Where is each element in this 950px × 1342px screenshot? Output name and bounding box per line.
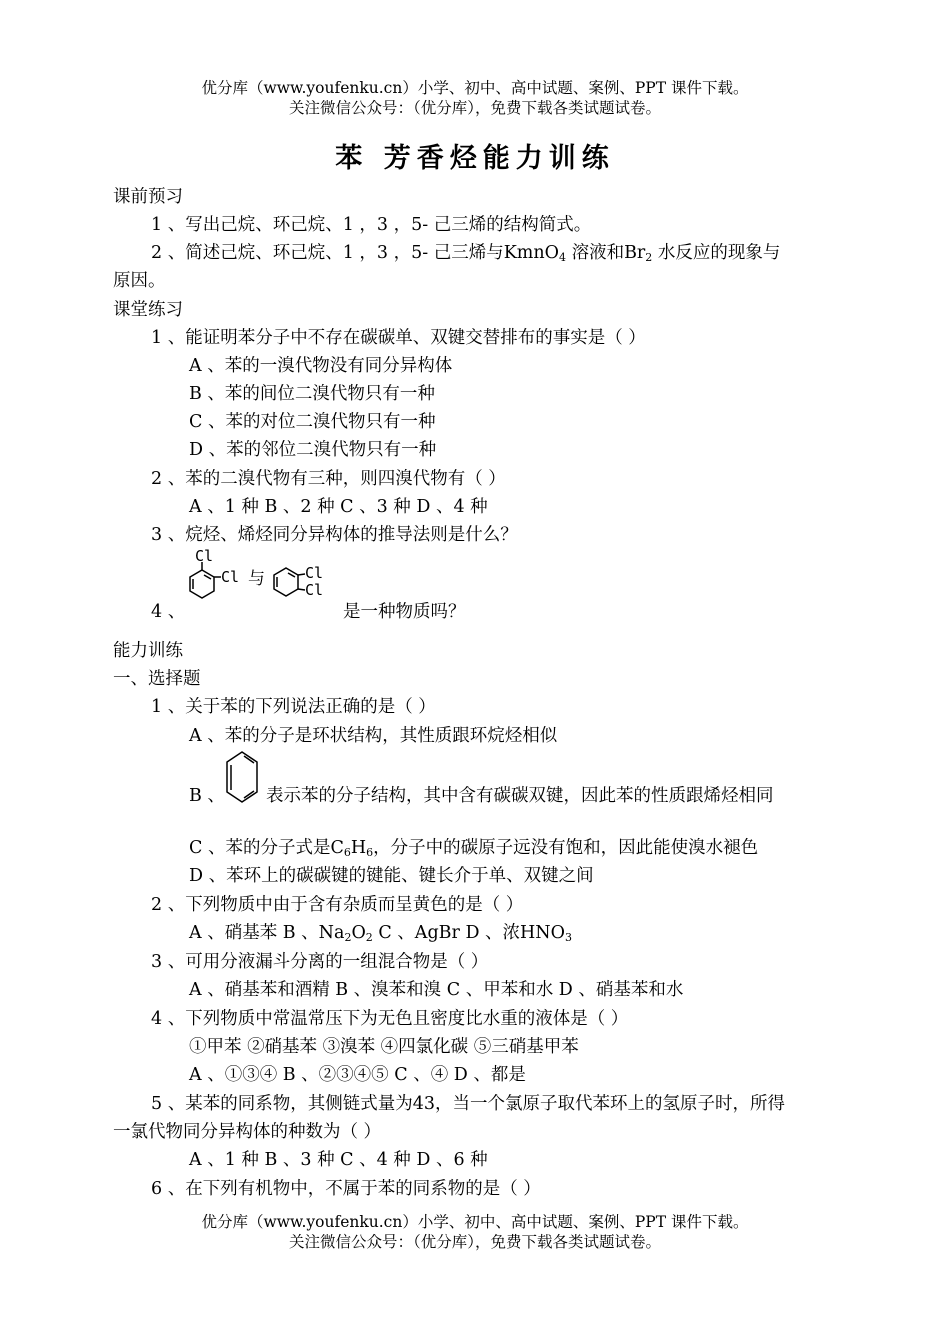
ability-q4: 4 、下列物质中常温常压下为无色且密度比水重的液体是（ ）	[151, 1009, 629, 1029]
ability-q5: 5 、某苯的同系物，其侧链式量为43，当一个氯原子取代苯环上的氢原子时，所得	[151, 1094, 785, 1114]
classwork-q1-option-d: D 、苯的邻位二溴代物只有一种	[189, 440, 437, 460]
classwork-q1-option-c: C 、苯的对位二溴代物只有一种	[189, 412, 436, 432]
ability-q1-option-b-label: B 、	[189, 786, 225, 806]
ability-q2: 2 、下列物质中由于含有杂质而呈黄色的是（ ）	[151, 895, 524, 915]
ability-q3-options: A 、硝基苯和酒精 B 、溴苯和溴 C 、甲苯和水 D 、硝基苯和水	[189, 980, 684, 1000]
classwork-q2: 2 、苯的二溴代物有三种，则四溴代物有（ ）	[151, 469, 506, 489]
preview-heading: 课前预习	[113, 187, 183, 207]
ability-section: 一、选择题	[113, 669, 201, 689]
footer-line-1: 优分库（www.youfenku.cn）小学、初中、高中试题、案例、PPT 课件下载。	[201, 1213, 749, 1231]
cl-label-top: Cl	[195, 548, 214, 565]
ability-q1: 1 、关于苯的下列说法正确的是（ ）	[151, 697, 436, 717]
classwork-q4-text: 是一种物质吗？	[343, 602, 466, 622]
preview-q2-cont: 原因。	[113, 271, 166, 291]
header-line-2: 关注微信公众号：（优分库），免费下载各类试题试卷。	[288, 99, 661, 117]
ability-q1-option-b-text: 表示苯的分子结构，其中含有碳碳双键，因此苯的性质跟烯烃相同	[266, 786, 774, 806]
classwork-q1-option-b: B 、苯的间位二溴代物只有一种	[189, 384, 435, 404]
benzene-ring-right	[274, 568, 305, 596]
kekule-benzene-structure	[225, 750, 259, 806]
ability-q5-options: A 、1 种 B 、3 种 C 、4 种 D 、6 种	[189, 1150, 488, 1170]
ability-q6: 6 、在下列有机物中，不属于苯的同系物的是（ ）	[151, 1179, 541, 1199]
classwork-q2-options: A 、1 种 B 、2 种 C 、3 种 D 、4 种	[189, 497, 488, 517]
ability-q1-option-a: A 、苯的分子是环状结构，其性质跟环烷烃相似	[189, 726, 558, 746]
page-title: 苯 芳香烃能力训练	[335, 143, 615, 174]
classwork-q1: 1 、能证明苯分子中不存在碳碳单、双键交替排布的事实是（ ）	[151, 328, 646, 348]
ability-q4-items: ①甲苯 ②硝基苯 ③溴苯 ④四氯化碳 ⑤三硝基甲苯	[189, 1037, 579, 1057]
connector-label: 与	[248, 569, 265, 589]
cl-label-b: Cl	[305, 581, 324, 599]
ability-q5-cont: 一氯代物同分异构体的种数为（ ）	[113, 1122, 382, 1142]
ability-q1-option-d: D 、苯环上的碳碳键的键能、键长介于单、双键之间	[189, 866, 594, 886]
classwork-q1-option-a: A 、苯的一溴代物没有同分异构体	[189, 356, 453, 376]
ability-q2-options: A 、硝基苯 B 、$Na_2O_2$ C 、AgBr D 、浓$HNO_3$	[189, 923, 572, 944]
preview-q1: 1 、写出己烷、环己烷、1 ，3 ，5- 己三烯的结构简式。	[151, 215, 592, 235]
cl-label-a: Cl	[305, 564, 324, 582]
ability-q4-options: A 、①③④ B 、②③④⑤ C 、④ D 、都是	[189, 1065, 526, 1085]
header-line-1: 优分库（www.youfenku.cn）小学、初中、高中试题、案例、PPT 课件下载。	[201, 79, 749, 97]
dichlorobenzene-structures	[178, 548, 338, 614]
footer-line-2: 关注微信公众号：（优分库），免费下载各类试题试卷。	[288, 1233, 661, 1251]
classwork-heading: 课堂练习	[113, 300, 183, 320]
ability-q3: 3 、可用分液漏斗分离的一组混合物是（ ）	[151, 952, 489, 972]
ability-heading: 能力训练	[113, 641, 183, 661]
preview-q2: 2 、简述己烷、环己烷、1 ，3 ，5- 己三烯与KmnO$_4$ 溶液和$Br_2$ 水反应的现象与	[151, 243, 781, 264]
cl-label-right: Cl	[221, 568, 240, 586]
classwork-q3: 3 、烷烃、烯烃同分异构体的推导法则是什么？	[151, 525, 518, 545]
benzene-ring-left	[190, 562, 221, 598]
ability-q1-option-c: C 、苯的分子式是$C_6H_6$，分子中的碳原子远没有饱和，因此能使溴水褪色	[189, 838, 759, 859]
classwork-q4-num: 4 、	[151, 602, 186, 622]
